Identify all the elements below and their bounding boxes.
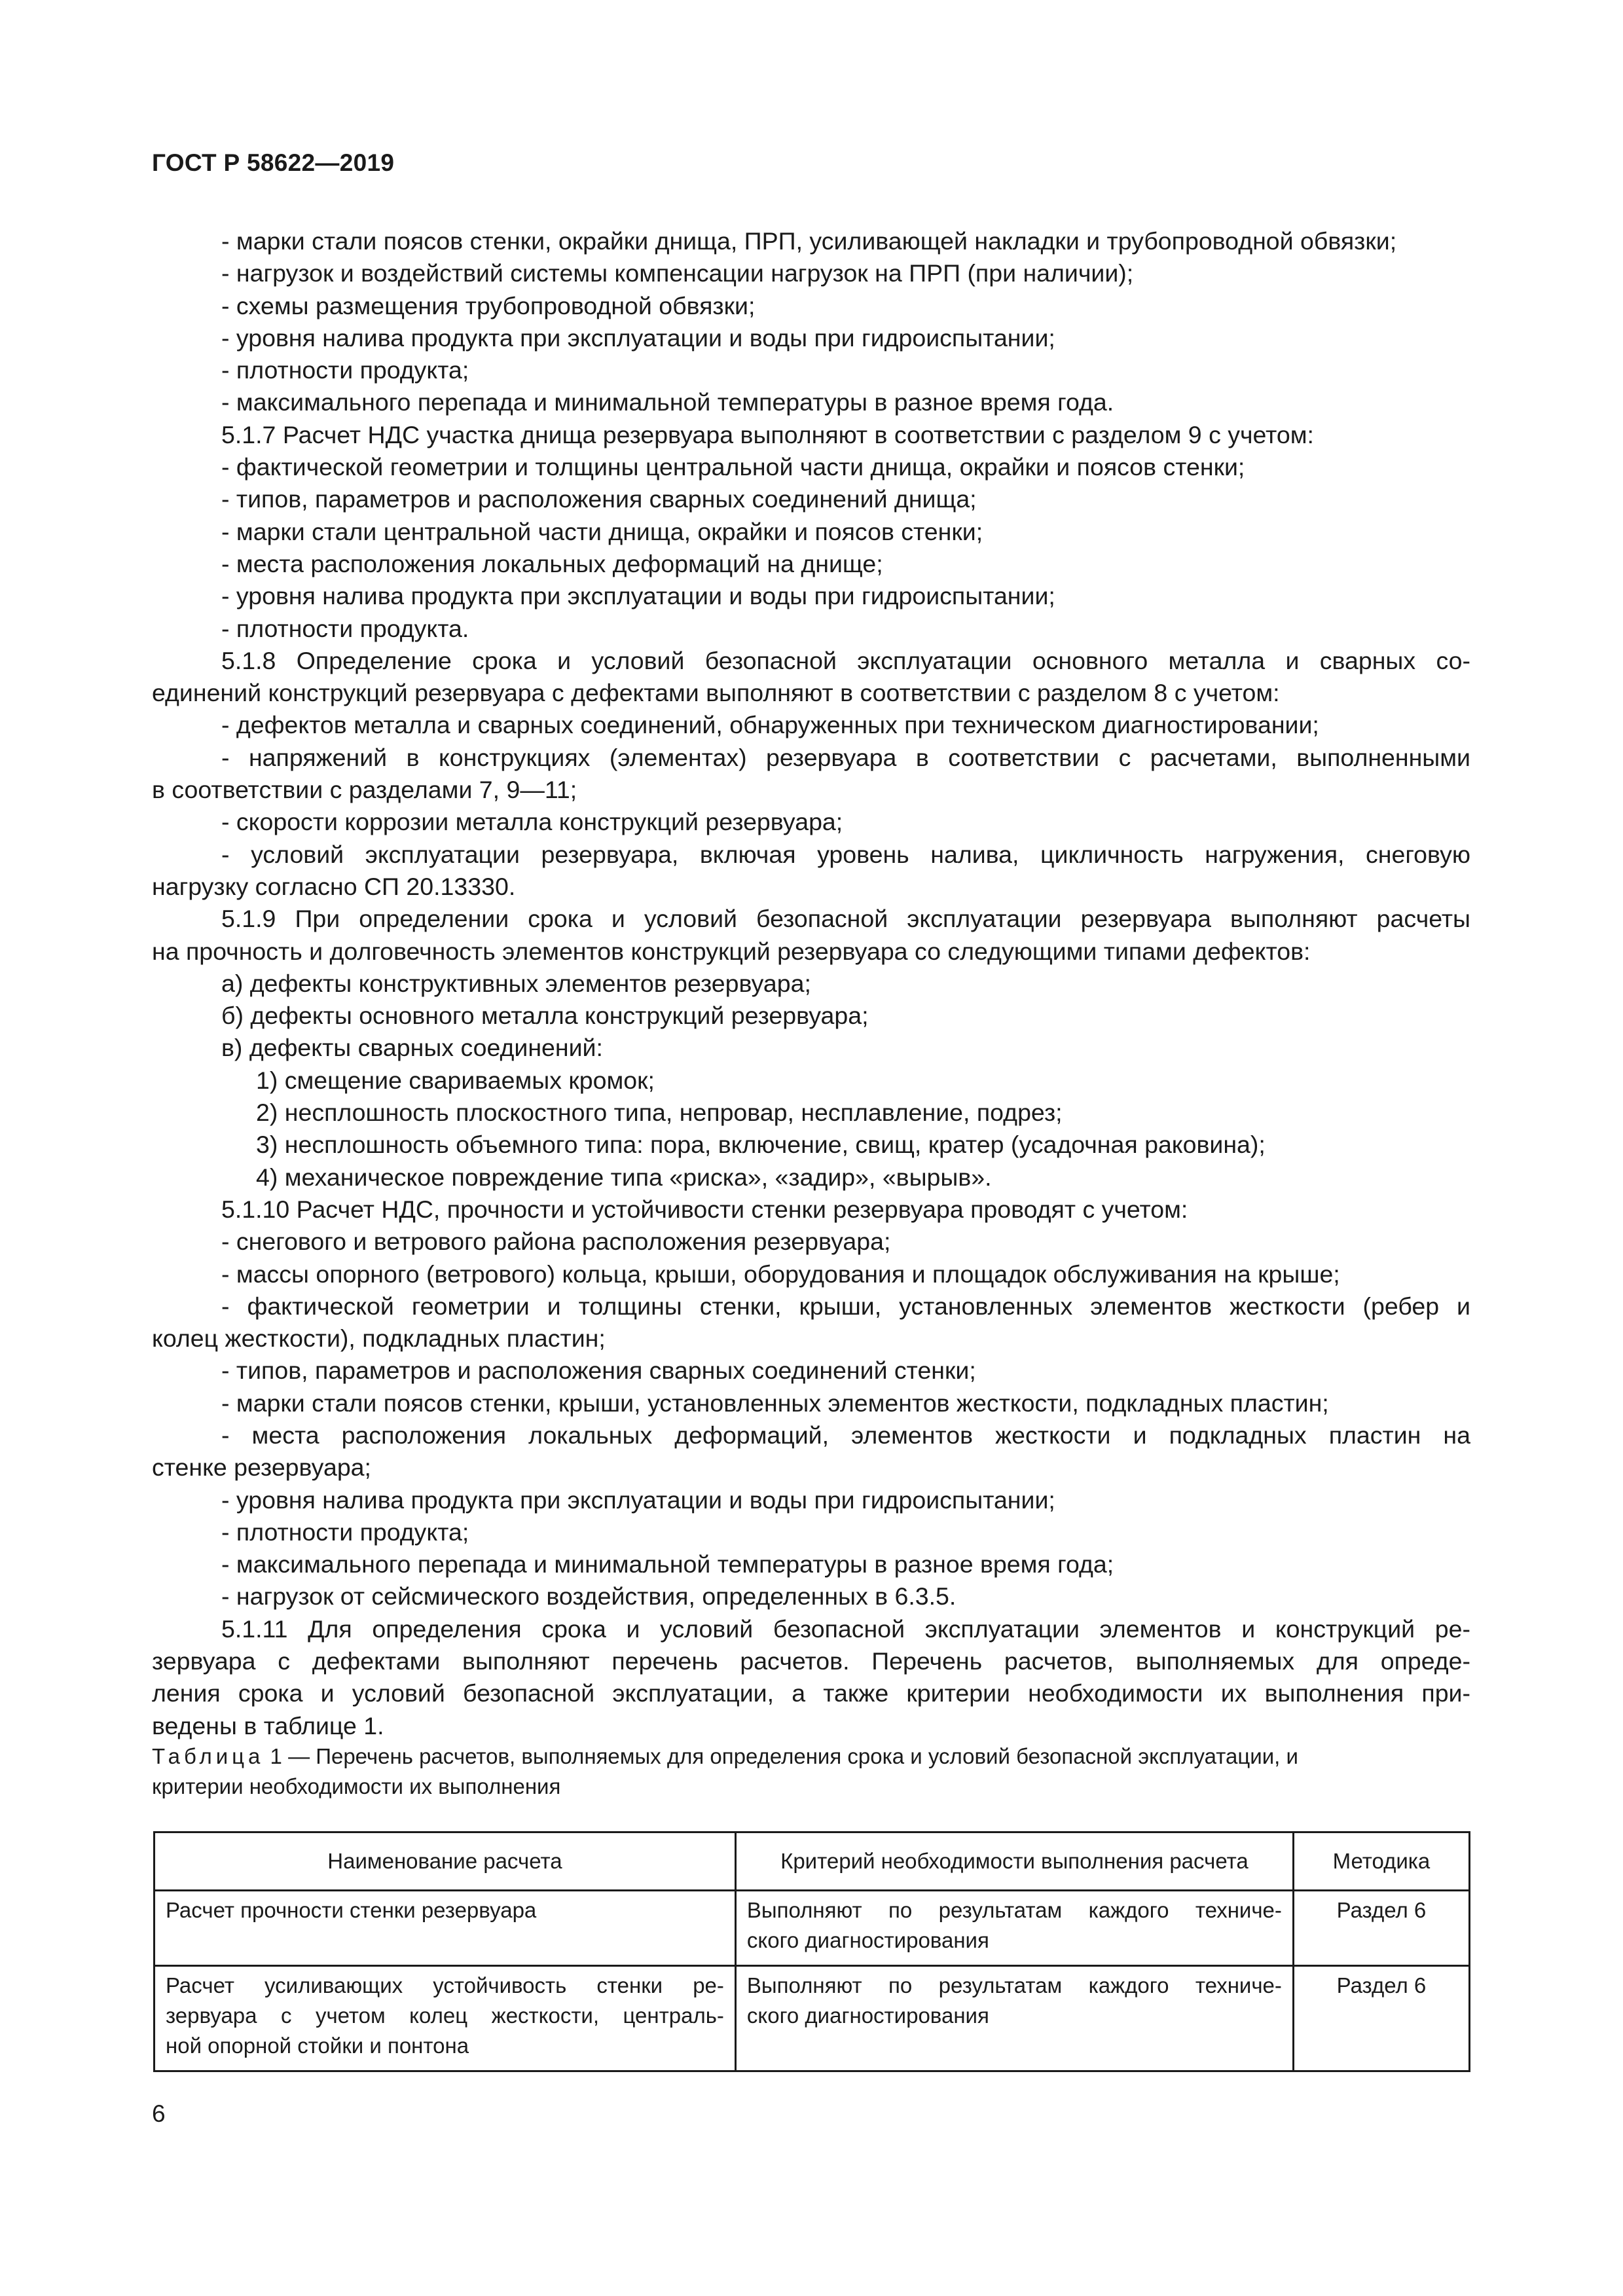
text-line: - плотности продукта; <box>221 356 469 384</box>
text-line: - типов, параметров и расположения сварных соединений днища; <box>221 485 977 513</box>
criterion-cell: Выполняют по результатам каждого техниче- ского диагностирования <box>735 1966 1293 2071</box>
text-line: - напряжений в конструкциях (элементах) резервуара в соответствии с расчетами, выполненными <box>221 743 1470 771</box>
criterion-cell: Выполняют по результатам каждого техниче- ского диагностирования <box>735 1891 1293 1966</box>
text-line: - плотности продукта. <box>221 614 469 642</box>
text-line: нагрузку согласно СП 20.13330. <box>152 872 516 900</box>
text-line: зервуара с дефектами выполняют перечень расчетов. Перечень расчетов, выполняемых для опреде- <box>152 1647 1470 1675</box>
table-row <box>155 1966 1470 2071</box>
text-line: - скорости коррозии металла конструкций резервуара; <box>221 808 843 836</box>
text-line: - фактической геометрии и толщины стенки, крыши, установленных элементов жесткости (ребер и <box>221 1292 1470 1320</box>
text-line: на прочность и долговечность элементов конструкций резервуара со следующими типами дефектов: <box>152 937 1311 965</box>
list-item: 3) несплошность объемного типа: пора, включение, свищ, кратер (усадочная раковина); <box>256 1131 1266 1159</box>
document-code: ГОСТ Р 58622—2019 <box>152 149 395 176</box>
text-line: - марки стали центральной части днища, окрайки и поясов стенки; <box>221 517 983 545</box>
text-line: - максимального перепада и минимальной температуры в разное время года. <box>221 388 1114 416</box>
table-caption <box>152 1741 1470 1802</box>
calc-name-cell: Расчет прочности стенки резервуара <box>155 1891 736 1966</box>
text-line: колец жесткости), подкладных пластин; <box>152 1324 606 1353</box>
body-text <box>152 225 1470 1742</box>
list-item: в) дефекты сварных соединений: <box>221 1034 603 1062</box>
column-header: Наименование расчета <box>155 1832 736 1891</box>
calc-name-cell: Расчет усиливающих устойчивость стенки ре- зервуара с учетом колец жесткости, централь- ной опорной стойки и понтона <box>155 1966 736 2071</box>
text-line: - уровня налива продукта при эксплуатации и воды при гидроиспытании; <box>221 582 1055 610</box>
text-line: - дефектов металла и сварных соединений, обнаруженных при техническом диагностировании; <box>221 711 1319 739</box>
clause-5-1-7: 5.1.7 Расчет НДС участка днища резервуара выполняют в соответствии с разделом 9 с учетом: <box>221 420 1314 448</box>
text-line: - снегового и ветрового района расположения резервуара; <box>221 1228 891 1256</box>
list-item: 2) несплошность плоскостного типа, непровар, несплавление, подрез; <box>256 1099 1063 1127</box>
text-line: ления срока и условий безопасной эксплуатации, а также критерии необходимости их выполнения при- <box>152 1679 1470 1707</box>
text-line: - фактической геометрии и толщины центральной части днища, окрайки и поясов стенки; <box>221 453 1245 481</box>
clause-5-1-11: 5.1.11 Для определения срока и условий безопасной эксплуатации элементов и конструкций ре- <box>221 1614 1470 1643</box>
list-item: 4) механическое повреждение типа «риска», «задир», «вырыв». <box>256 1163 992 1191</box>
column-header: Критерий необходимости выполнения расчета <box>735 1832 1293 1891</box>
method-cell: Раздел 6 <box>1293 1966 1469 2071</box>
method-cell: Раздел 6 <box>1293 1891 1469 1966</box>
text-line: - нагрузок от сейсмического воздействия, определенных в 6.3.5. <box>221 1582 957 1611</box>
clause-5-1-10: 5.1.10 Расчет НДС, прочности и устойчивости стенки резервуара проводят с учетом: <box>221 1195 1188 1223</box>
table-caption-label: Таблица <box>152 1744 264 1768</box>
table-header-row <box>155 1832 1470 1891</box>
text-line: - марки стали поясов стенки, окрайки днища, ПРП, усиливающей накладки и трубопроводной обвязки; <box>221 227 1397 255</box>
list-item: 1) смещение свариваемых кромок; <box>256 1066 655 1094</box>
text-line: - нагрузок и воздействий системы компенсации нагрузок на ПРП (при наличии); <box>221 259 1134 287</box>
text-line: - массы опорного (ветрового) кольца, крыши, оборудования и площадок обслуживания на крыше; <box>221 1260 1340 1288</box>
text-line: - уровня налива продукта при эксплуатации и воды при гидроиспытании; <box>221 1485 1055 1514</box>
table-caption-text: 1 — Перечень расчетов, выполняемых для определения срока и условий безопасной эксплуатации, и <box>264 1744 1298 1768</box>
table-row <box>155 1891 1470 1966</box>
text-line: - места расположения локальных деформаций на днище; <box>221 549 883 577</box>
calculations-table <box>153 1831 1470 2072</box>
text-line: ведены в таблице 1. <box>152 1711 384 1740</box>
clause-5-1-8: 5.1.8 Определение срока и условий безопасной эксплуатации основного металла и сварных со- <box>221 646 1470 674</box>
text-line: - схемы размещения трубопроводной обвязки; <box>221 291 756 319</box>
text-line: стенке резервуара; <box>152 1453 371 1482</box>
text-line: - плотности продукта; <box>221 1518 469 1546</box>
list-item: а) дефекты конструктивных элементов резервуара; <box>221 969 811 997</box>
text-line: - максимального перепада и минимальной температуры в разное время года; <box>221 1550 1114 1578</box>
text-line: - уровня налива продукта при эксплуатации и воды при гидроиспытании; <box>221 323 1055 352</box>
text-line: в соответствии с разделами 7, 9—11; <box>152 776 577 804</box>
clause-5-1-9: 5.1.9 При определении срока и условий безопасной эксплуатации резервуара выполняют расчеты <box>221 905 1470 933</box>
text-line: - марки стали поясов стенки, крыши, установленных элементов жесткости, подкладных пластин; <box>221 1389 1329 1417</box>
page-number: 6 <box>152 2100 166 2127</box>
text-line: - условий эксплуатации резервуара, включая уровень налива, цикличность нагружения, снеговую <box>221 840 1470 868</box>
text-line: единений конструкций резервуара с дефектами выполняют в соответствии с разделом 8 с учетом: <box>152 679 1280 707</box>
table-caption-line2: критерии необходимости их выполнения <box>152 1774 561 1798</box>
text-line: - типов, параметров и расположения сварных соединений стенки; <box>221 1357 976 1385</box>
list-item: б) дефекты основного металла конструкций резервуара; <box>221 1002 869 1030</box>
column-header: Методика <box>1293 1832 1469 1891</box>
text-line: - места расположения локальных деформаций, элементов жесткости и подкладных пластин на <box>221 1421 1470 1449</box>
